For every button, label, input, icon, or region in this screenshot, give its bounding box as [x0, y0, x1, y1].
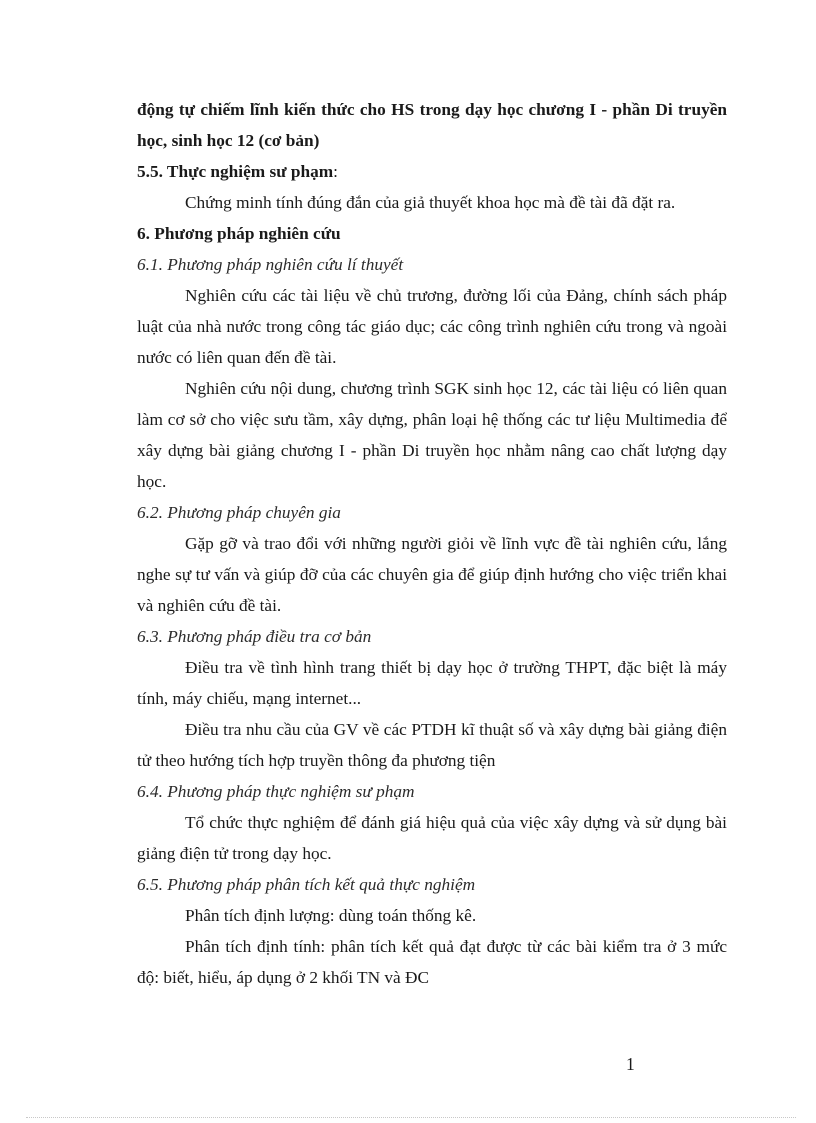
paragraph-6-2-a: Gặp gỡ và trao đổi với những người giỏi về lĩnh vực đề tài nghiên cứu, lắng nghe sự tư vấn và giúp đỡ của các chuyên gia để giúp định hướng cho việc triển khai và nghiên cứu đề tài.: [137, 534, 727, 615]
paragraph-6-5-a: Phân tích định lượng: dùng toán thống kê.: [185, 906, 477, 925]
heading-6-4: 6.4. Phương pháp thực nghiệm sư phạm: [137, 782, 415, 801]
heading-5-5-colon: :: [333, 162, 338, 181]
paragraph-6-3-b: Điều tra nhu cầu của GV về các PTDH kĩ thuật số và xây dựng bài giảng điện tử theo hướng tích hợp truyền thông đa phương tiện: [137, 720, 727, 770]
heading-5-5-text: 5.5. Thực nghiệm sư phạm: [137, 162, 334, 181]
page-number: 1: [626, 1054, 635, 1074]
heading-6-3: 6.3. Phương pháp điều tra cơ bản: [137, 627, 372, 646]
paragraph-6-1-a: Nghiên cứu các tài liệu về chủ trương, đường lối của Đảng, chính sách pháp luật của nhà nước trong công tác giáo dục; các công trình nghiên cứu trong và ngoài nước có liên quan đến đề tài.: [137, 286, 727, 367]
paragraph-6-4-a: Tổ chức thực nghiệm để đánh giá hiệu quả của việc xây dựng và sử dụng bài giảng điện tử trong dạy học.: [137, 813, 727, 863]
page-bottom-divider: [26, 1117, 796, 1118]
heading-6-2: 6.2. Phương pháp chuyên gia: [137, 503, 341, 522]
paragraph-6-5-b: Phân tích định tính: phân tích kết quả đạt được từ các bài kiểm tra ở 3 mức độ: biết, hiểu, áp dụng ở 2 khối TN và ĐC: [137, 937, 727, 987]
paragraph-5-5: Chứng minh tính đúng đắn của giả thuyết khoa học mà đề tài đã đặt ra.: [185, 193, 676, 212]
intro-bold-paragraph: động tự chiếm lĩnh kiến thức cho HS trong dạy học chương I - phần Di truyền học, sinh học 12 (cơ bản): [137, 100, 727, 150]
heading-5-5: [137, 156, 727, 187]
heading-6-1: 6.1. Phương pháp nghiên cứu lí thuyết: [137, 255, 404, 274]
paragraph-6-3-a: Điều tra về tình hình trang thiết bị dạy học ở trường THPT, đặc biệt là máy tính, máy chiếu, mạng internet...: [137, 658, 727, 708]
paragraph-6-1-b: Nghiên cứu nội dung, chương trình SGK sinh học 12, các tài liệu có liên quan làm cơ sở cho việc sưu tầm, xây dựng, phân loại hệ thống các tư liệu Multimedia để xây dựng bài giảng chương I - phần Di truyền học nhằm nâng cao chất lượng dạy học.: [137, 379, 727, 491]
heading-6-5: 6.5. Phương pháp phân tích kết quả thực nghiệm: [137, 875, 476, 894]
heading-6: 6. Phương pháp nghiên cứu: [137, 224, 341, 243]
page-content: [137, 94, 727, 993]
